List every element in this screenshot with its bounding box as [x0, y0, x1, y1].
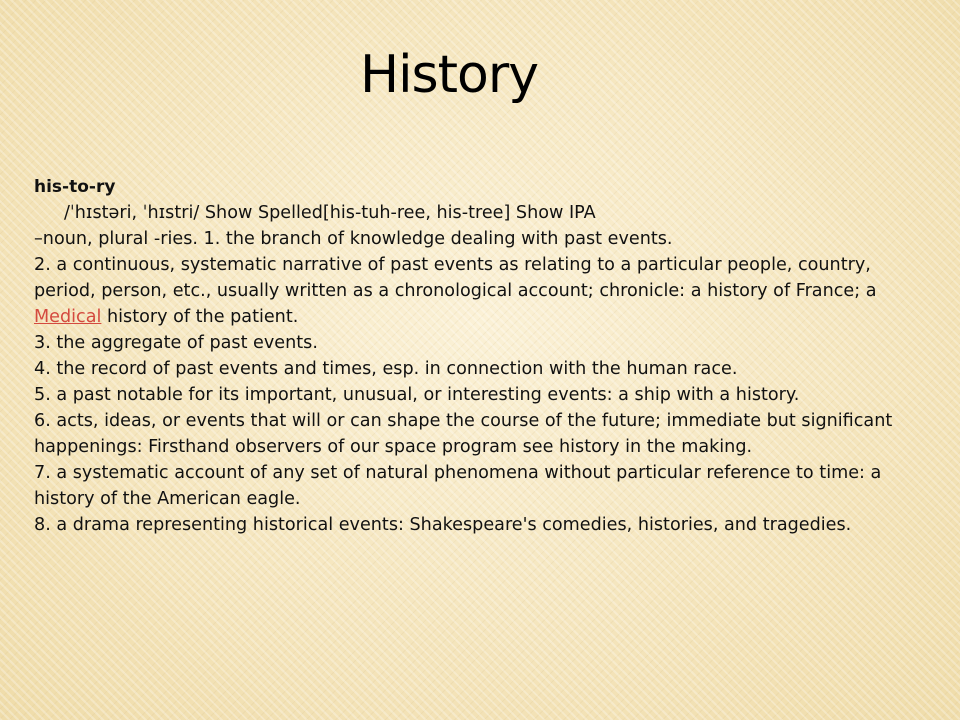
definition-6: 6. acts, ideas, or events that will or can shape the course of the future; immediate but significant happenings: Firsthand observers of our space program see history in the making.	[34, 411, 893, 457]
headword: his-to-ry	[34, 177, 116, 197]
definition-8: 8. a drama representing historical events: Shakespeare's comedies, histories, and tragedies.	[34, 515, 852, 535]
definition-7: 7. a systematic account of any set of natural phenomena without particular reference to time: a history of the American eagle.	[34, 463, 882, 509]
medical-link[interactable]: Medical	[34, 307, 102, 327]
definition-4: 4. the record of past events and times, esp. in connection with the human race.	[34, 359, 738, 379]
pronunciation: /ˈhɪstəri, ˈhɪstri/ Show Spelled[his-tuh-ree, his-tree] Show IPA	[64, 203, 596, 223]
slide-title: History	[360, 45, 538, 105]
definition-1: –noun, plural -ries. 1. the branch of knowledge dealing with past events.	[34, 229, 673, 249]
definition-2-text-b: history of the patient.	[101, 307, 299, 327]
definition-2	[34, 252, 934, 330]
definition-2-text-a: 2. a continuous, systematic narrative of past events as relating to a particular people, country, period, person, etc., usually written as a chronological account; chronicle: a history of France; a	[34, 255, 877, 301]
definition-5: 5. a past notable for its important, unusual, or interesting events: a ship with a history.	[34, 385, 800, 405]
definition-3: 3. the aggregate of past events.	[34, 333, 318, 353]
definition-body	[34, 174, 934, 538]
